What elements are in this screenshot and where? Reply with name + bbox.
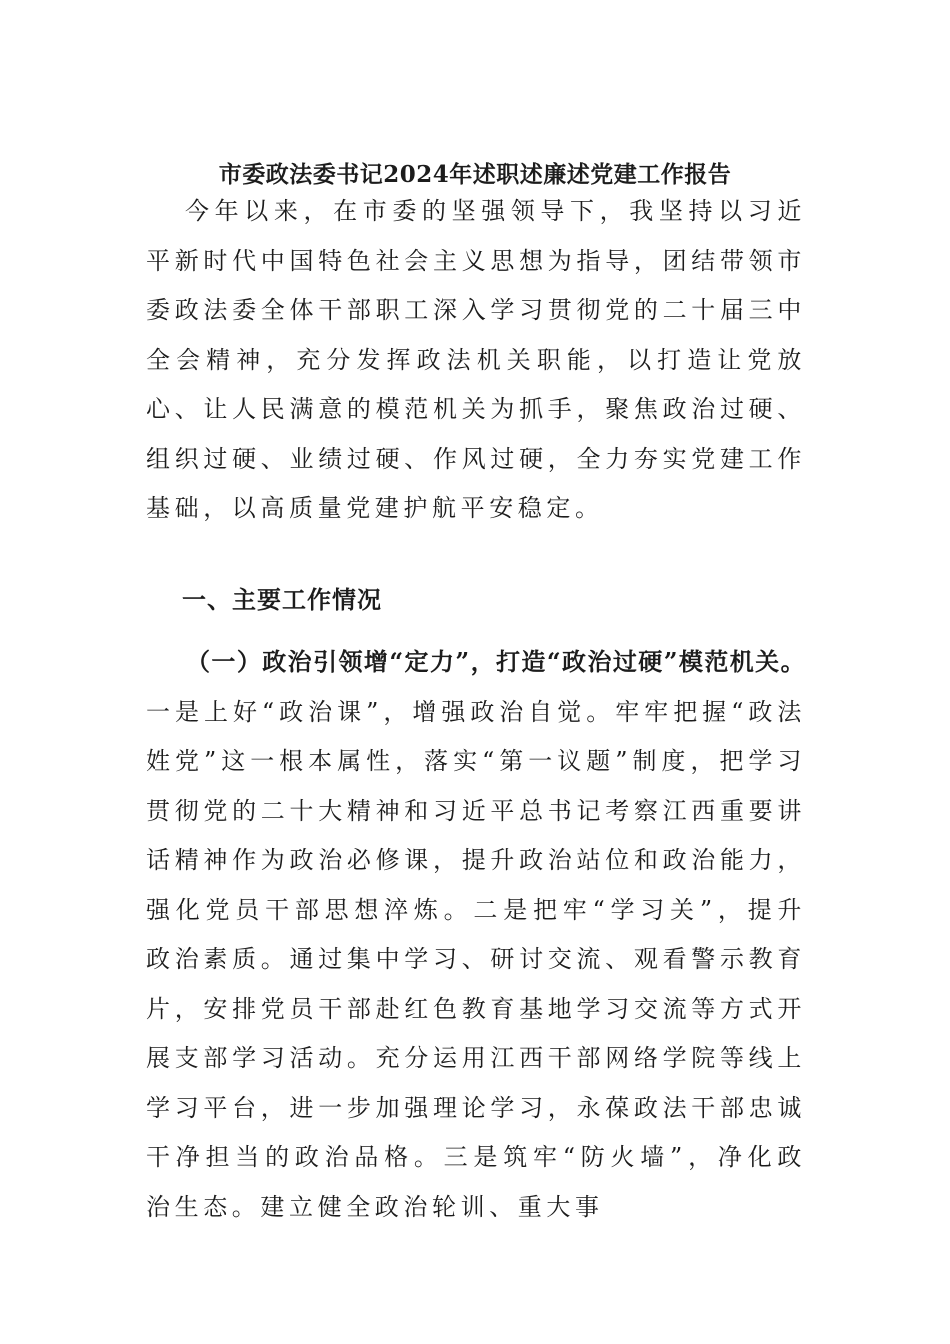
subsection-body: 一是上好“政治课”，增强政治自觉。牢牢把握“政法姓党”这一根本属性，落实“第一议题”制度，把学习贯彻党的二十大精神和习近平总书记考察江西重要讲话精神作为政治必修课，提升政治站位和政治能力，强化党员干部思想淬炼。二是把牢“学习关”，提升政治素质。通过集中学习、研讨交流、观看警示教育片，安排党员干部赴红色教育基地学习交流等方式开展支部学习活动。充分运用江西干部网络学院等线上学习平台，进一步加强理论学习，永葆政法干部忠诚干净担当的政治品格。三是筑牢“防火墙”，净化政治生态。建立健全政治轮训、重大事 <box>146 697 806 1221</box>
subsection-lead: （一）政治引领增“定力”，打造“政治过硬”模范机关。 <box>186 647 806 676</box>
document-title: 市委政法委书记2024年述职述廉述党建工作报告 <box>218 161 732 188</box>
section-heading: 一、主要工作情况 <box>182 585 382 614</box>
subsection-paragraph <box>146 637 806 1232</box>
intro-paragraph: 今年以来，在市委的坚强领导下，我坚持以习近平新时代中国特色社会主义思想为指导，团结带领市委政法委全体干部职工深入学习贯彻党的二十届三中全会精神，充分发挥政法机关职能，以打造让党放心、让人民满意的模范机关为抓手，聚焦政治过硬、组织过硬、业绩过硬、作风过硬，全力夯实党建工作基础，以高质量党建护航平安稳定。 <box>146 197 806 522</box>
